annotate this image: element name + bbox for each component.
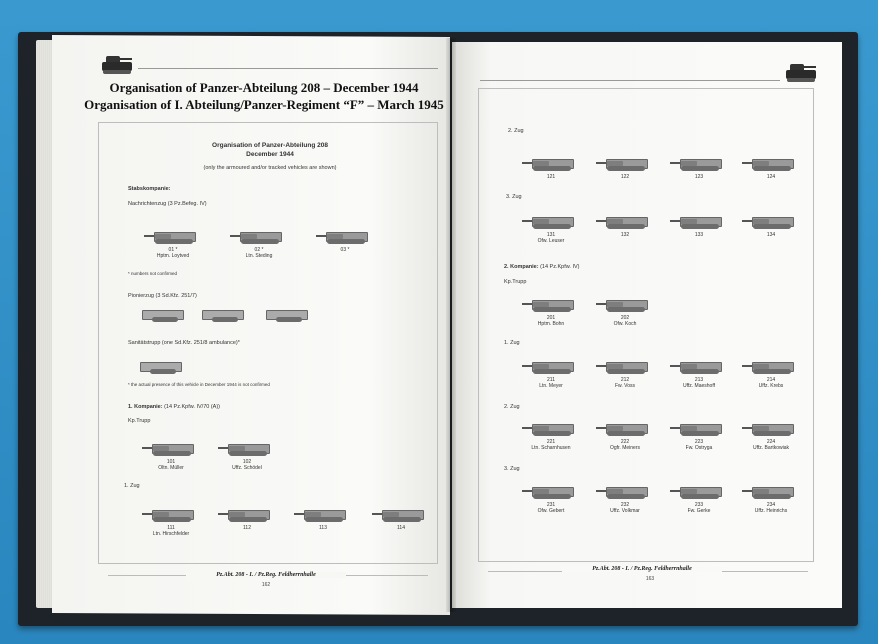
chart-subtitle: December 1944 (246, 151, 294, 158)
tank-icon (676, 155, 722, 171)
section-stabskompanie: Stabskompanie: (128, 186, 171, 192)
vehicle-commander: Uffz. Heinrichs (754, 508, 788, 514)
vehicle-number: 02 * (254, 247, 264, 253)
halftrack-icon (136, 358, 182, 374)
halftrack-icon (138, 306, 184, 322)
tank-icon (528, 296, 574, 312)
vehicle-number: 101 (166, 459, 176, 465)
k2-zug2-label: 2. Zug (504, 404, 520, 410)
page-header-line2: Organisation of I. Abteilung/Panzer-Regiment “F” – March 1945 (84, 97, 444, 112)
tank-icon (528, 155, 574, 171)
tank-icon (528, 358, 574, 374)
k1-kptrupp-label: Kp.Trupp (128, 418, 151, 424)
tank-icon (148, 440, 194, 456)
section-kompanie1 (128, 404, 220, 410)
section-nachrichtenzug: Nachrichtenzug (3 Pz.Befeg. IV) (128, 201, 207, 207)
vehicle-number: 214 (766, 377, 776, 383)
tank-icon (676, 483, 722, 499)
vehicle-number: 124 (766, 174, 776, 180)
tank-icon (236, 228, 282, 244)
page-number-right: 163 (645, 576, 655, 582)
k2-kptrupp-label: Kp.Trupp (504, 279, 527, 285)
vehicle-number: 211 (547, 377, 555, 383)
vehicle-number: 123 (694, 174, 704, 180)
vehicle-number: 134 (766, 232, 776, 238)
vehicle-number: 224 (766, 439, 776, 445)
page-number-left: 162 (261, 582, 271, 588)
book-gutter (446, 38, 456, 612)
halftrack-icon (262, 306, 308, 322)
tank-icon (748, 483, 794, 499)
vehicle-number: 221 (546, 439, 556, 445)
tank-icon (378, 506, 424, 522)
tank-icon (602, 420, 648, 436)
section-sanitaetstrupp: Sanitätstrupp (one Sd.Kfz. 251/8 ambulance)* (128, 340, 240, 346)
vehicle-commander: Fw. Voss (614, 383, 635, 389)
vehicle-number: 131 (546, 232, 556, 238)
vehicle-commander: Ofw. Koch (613, 321, 637, 327)
tank-icon (748, 213, 794, 229)
tank-logo-left-icon (102, 56, 132, 74)
tank-icon (224, 440, 270, 456)
tank-icon (602, 155, 648, 171)
tank-icon (300, 506, 346, 522)
page-header-line1: Organisation of Panzer-Abteilung 208 – December 1944 (109, 80, 419, 95)
vehicle-number: 234 (766, 502, 776, 508)
header-rule-left (138, 68, 438, 69)
tank-icon (748, 155, 794, 171)
sanitaets-note: * the actual presence of this vehicle in December 1944 is not confirmed (128, 382, 270, 387)
vehicle-commander: Ofw. Leuser (537, 238, 565, 244)
vehicle-commander: Oltn. Müller (158, 465, 184, 471)
vehicle-number: 121 (546, 174, 556, 180)
vehicle-number: 233 (694, 502, 704, 508)
vehicle-commander: Hptm. Loytved (156, 253, 190, 259)
tank-icon (602, 483, 648, 499)
vehicle-number: 212 (620, 377, 630, 383)
vehicle-number: 01 * (168, 247, 178, 253)
vehicle-number: 112 (243, 525, 251, 531)
tank-icon (528, 420, 574, 436)
vehicle-commander: Uffz. Volkmar (610, 508, 640, 514)
tank-icon (676, 358, 722, 374)
vehicle-number: 111 (167, 525, 175, 531)
vehicle-number: 113 (319, 525, 327, 531)
vehicle-number: 201 (546, 315, 556, 321)
tank-icon (150, 228, 196, 244)
section-pionierzug: Pionierzug (3 Sd.Kfz. 251/7) (128, 293, 197, 299)
vehicle-commander: Hptm. Bohn (537, 321, 565, 327)
tank-icon (602, 358, 648, 374)
k1-zug1-label: 1. Zug (124, 483, 140, 489)
k1-zug3-label: 3. Zug (506, 194, 522, 200)
footer-right: Pz.Abt. 208 - I. / Pz.Reg. Feldherrnhalle (562, 566, 722, 572)
tank-icon (676, 213, 722, 229)
tank-icon (748, 358, 794, 374)
tank-icon (528, 213, 574, 229)
tank-icon (602, 296, 648, 312)
vehicle-commander: Uffz. Krebs (758, 383, 784, 389)
header-rule-right (480, 80, 780, 81)
chart-title: Organisation of Panzer-Abteilung 208 (212, 142, 328, 149)
vehicle-commander: Ogfr. Meiners (609, 445, 640, 451)
vehicle-number: 03 * (340, 247, 350, 253)
kompanie2-label: 2. Kompanie: (504, 264, 539, 270)
tank-icon (322, 228, 368, 244)
kompanie1-detail: (14 Pz.Kpfw. IV/70 (A)) (164, 404, 221, 410)
vehicle-number: 132 (620, 232, 630, 238)
vehicle-commander: Uffz. Bartkowiak (752, 445, 790, 451)
k2-zug3-label: 3. Zug (504, 466, 520, 472)
vehicle-commander: Fw. Gerke (687, 508, 711, 514)
vehicle-number: 232 (620, 502, 630, 508)
section-kompanie2 (504, 264, 580, 270)
vehicle-commander: Ltn. Steding (245, 253, 273, 259)
tank-logo-right-icon (786, 64, 816, 82)
vehicle-commander: Ofw. Gebert (537, 508, 565, 514)
tank-icon (676, 420, 722, 436)
vehicle-commander: Fw. Ostryga (685, 445, 713, 451)
vehicle-commander: Ltn. Hirschfelder (152, 531, 190, 537)
halftrack-icon (198, 306, 244, 322)
vehicle-number: 231 (546, 502, 556, 508)
tank-icon (528, 483, 574, 499)
tank-icon (748, 420, 794, 436)
vehicle-number: 122 (620, 174, 630, 180)
chart-note: (only the armoured and/or tracked vehicles are shown) (203, 165, 337, 171)
numbers-note: * numbers not confirmed (128, 271, 178, 276)
k2-zug1-label: 1. Zug (504, 340, 520, 346)
vehicle-number: 202 (620, 315, 630, 321)
vehicle-number: 114 (397, 525, 405, 531)
k1-zug2-label: 2. Zug (508, 128, 524, 134)
vehicle-number: 222 (620, 439, 630, 445)
vehicle-commander: Uffz. Schödel (232, 465, 262, 471)
tank-icon (602, 213, 648, 229)
vehicle-number: 102 (242, 459, 252, 465)
vehicle-commander: Ltn. Scharnhusen (531, 445, 571, 451)
footer-left: Pz.Abt. 208 - I. / Pz.Reg. Feldherrnhalle (186, 572, 346, 578)
vehicle-number: 133 (694, 232, 704, 238)
vehicle-number: 213 (694, 377, 704, 383)
vehicle-commander: Ltn. Meyer (539, 383, 563, 389)
kompanie2-detail: (14 Pz.Kpfw. IV) (540, 264, 580, 270)
tank-icon (224, 506, 270, 522)
vehicle-number: 223 (694, 439, 704, 445)
vehicle-commander: Uffz. Maeshoff (682, 383, 716, 389)
kompanie1-label: 1. Kompanie: (128, 404, 163, 410)
tank-icon (148, 506, 194, 522)
